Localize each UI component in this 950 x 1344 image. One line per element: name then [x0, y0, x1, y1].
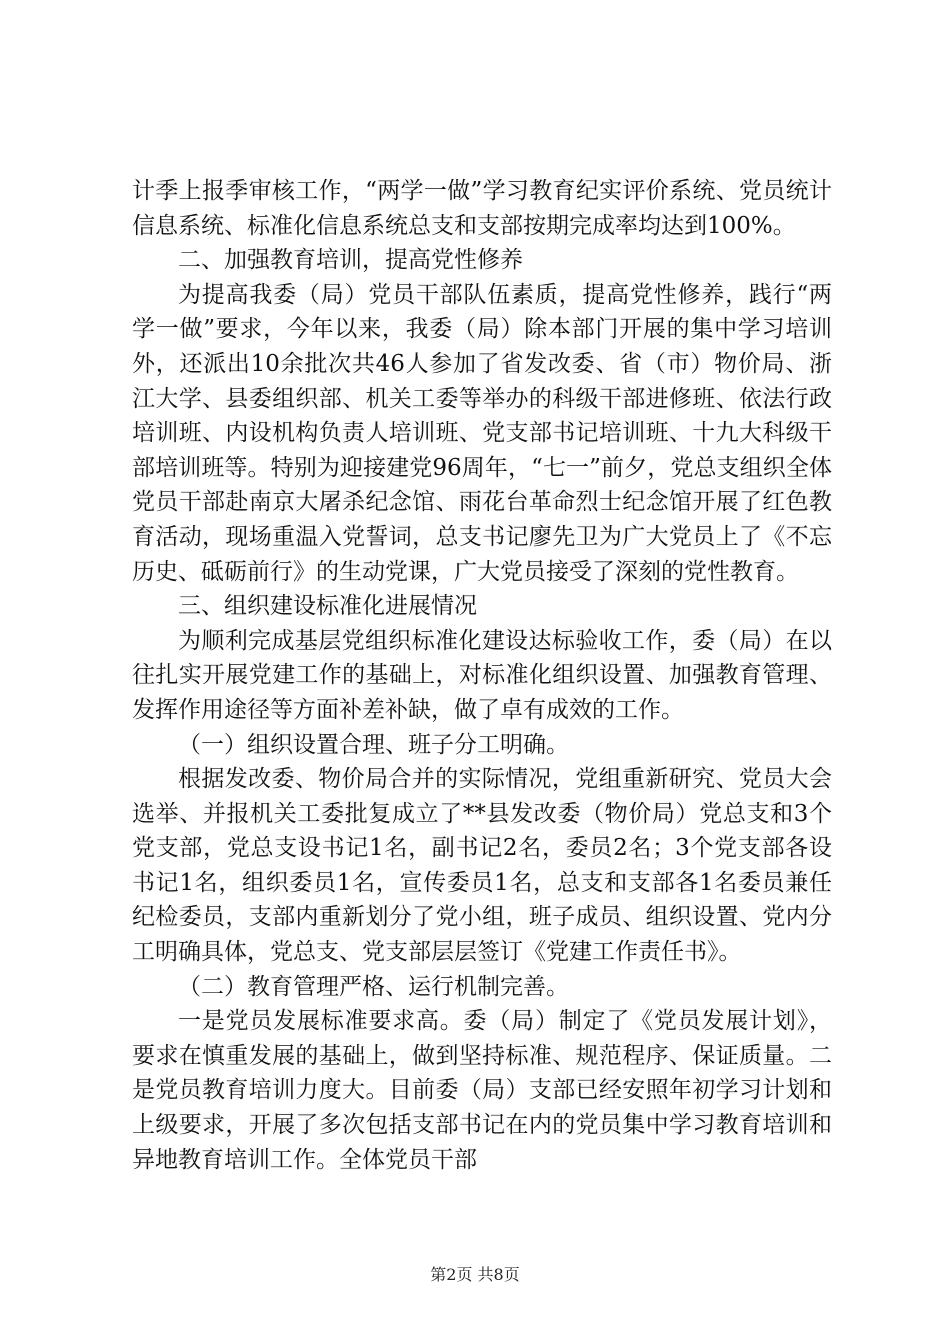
paragraph-1: 计季上报季审核工作，“两学一做”学习教育纪实评价系统、党员统计信息系统、标准化信息系统总支和支部按期完成率均达到100%。	[132, 178, 832, 239]
paragraph-5: 为顺利完成基层党组织标准化建设达标验收工作，委（局）在以往扎实开展党建工作的基础上，对标准化组织设置、加强教育管理、发挥作用途径等方面补差补缺，做了卓有成效的工作。	[132, 627, 832, 723]
paragraph-7: 根据发改委、物价局合并的实际情况，党组重新研究、党员大会选举、并报机关工委批复成立了**县发改委（物价局）党总支和3个党支部，党总支设书记1名，副书记2名，委员2名；3个党支部各设书记1名，组织委员1名，宣传委员1名，总支和支部各1名委员兼任纪检委员，支部内重新划分了党小组，班子成员、组织设置、党内分工明确具体，党总支、党支部层层签订《党建工作责任书》。	[132, 766, 832, 966]
section-heading-2: 二、加强教育培训，提高党性修养	[178, 247, 523, 274]
subheading-1: （一）组织设置合理、班子分工明确。	[178, 731, 569, 758]
document-body	[132, 174, 832, 1177]
page-number-footer: 第2页 共8页	[430, 1265, 520, 1284]
section-heading-3: 三、组织建设标准化进展情况	[178, 593, 477, 620]
paragraph-9: 一是党员发展标准要求高。委（局）制定了《党员发展计划》，要求在慎重发展的基础上，做到坚持标准、规范程序、保证质量。二是党员教育培训力度大。目前委（局）支部已经安照年初学习计划和上级要求，开展了多次包括支部书记在内的党员集中学习教育培训和异地教育培训工作。全体党员干部	[132, 1008, 832, 1173]
paragraph-3: 为提高我委（局）党员干部队伍素质，提高党性修养，践行“两学一做”要求，今年以来，我委（局）除本部门开展的集中学习培训外，还派出10余批次共46人参加了省发改委、省（市）物价局、浙江大学、县委组织部、机关工委等举办的科级干部进修班、依法行政培训班、内设机构负责人培训班、党支部书记培训班、十九大科级干部培训班等。特别为迎接建党96周年，“七一”前夕，党总支组织全体党员干部赴南京大屠杀纪念馆、雨花台革命烈士纪念馆开展了红色教育活动，现场重温入党誓词，总支书记廖先卫为广大党员上了《不忘历史、砥砺前行》的生动党课，广大党员接受了深刻的党性教育。	[132, 281, 832, 585]
subheading-2: （二）教育管理严格、运行机制完善。	[178, 973, 569, 1000]
